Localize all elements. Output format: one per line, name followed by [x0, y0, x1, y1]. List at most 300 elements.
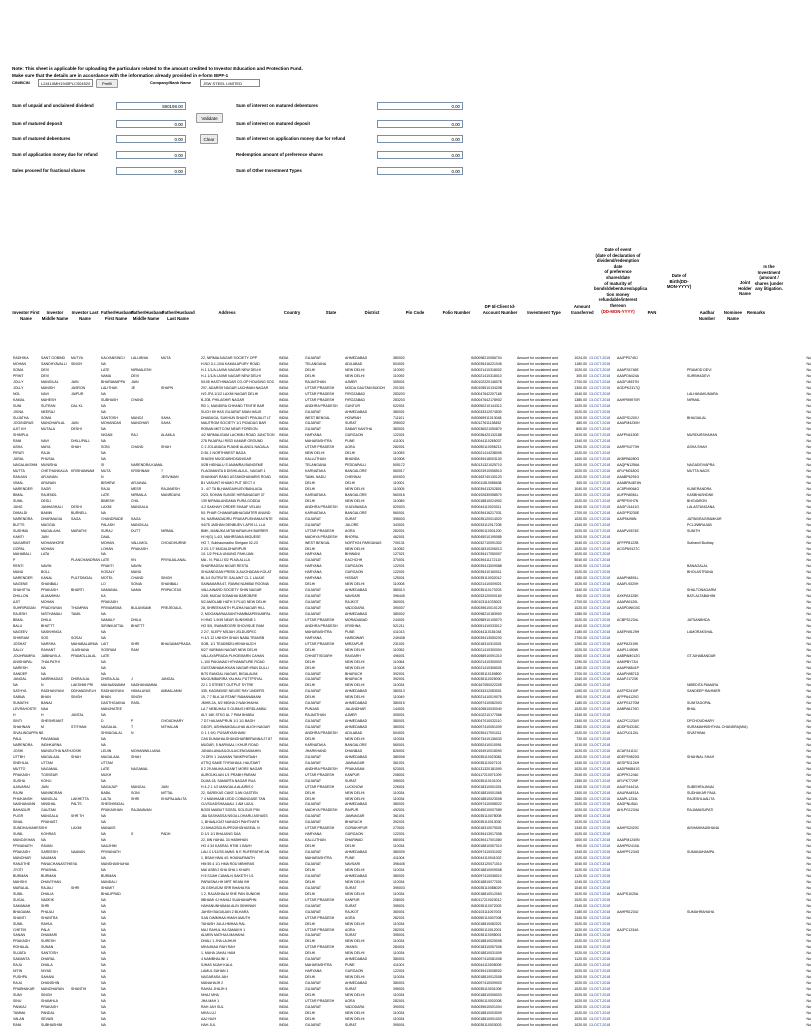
cell-amount[interactable]: 1020.00 [574, 617, 587, 622]
cell-father-first-name[interactable]: MANJHATEE [101, 707, 122, 712]
cell-address[interactable]: H-1 1/1/A LAXMI NAGAR NEW DELHI [201, 373, 261, 378]
cell-pan[interactable]: AAAFL9320H [617, 582, 639, 587]
cell-dp-client-id[interactable]: IN30018810057010 [471, 844, 502, 849]
cell-first-name[interactable]: DHILLON [13, 594, 29, 599]
cell-pin-code[interactable]: 395001 [393, 1022, 405, 1027]
cell-investment-type[interactable]: Amount for unclaimed and [517, 760, 558, 765]
cell-last-name[interactable]: NAAVAN [71, 850, 85, 855]
cell-last-name[interactable]: PALTS [71, 802, 82, 807]
cell-father-first-name[interactable]: MANDALI [101, 879, 117, 884]
cell-pin-code[interactable]: 110034 [393, 939, 405, 944]
cell-dp-client-id[interactable]: IN30021410306001 [471, 665, 502, 670]
cell-dp-client-id[interactable]: IN30131320181090 [471, 766, 502, 771]
cell-amount[interactable]: 480.00 [576, 421, 587, 426]
cell-address[interactable]: B-208, PHILASHIR NAGAR [201, 397, 245, 402]
cell-district[interactable]: HISSAR [345, 576, 359, 581]
cell-investment-type[interactable]: Amount for unclaimed and [517, 558, 558, 563]
cell-address[interactable]: D 1/1 1/1 BHAJANG SAA [201, 832, 241, 837]
cell-amount[interactable]: 2340.00 [574, 915, 587, 920]
cell-state[interactable]: GUJARAT [305, 1004, 322, 1009]
cell-last-name[interactable]: SOSAI [71, 635, 82, 640]
cell-district[interactable]: BANGALORE [345, 469, 367, 474]
cell-pan[interactable]: AAFPN4130E [617, 433, 639, 438]
cell-investment-type[interactable]: Amount for unclaimed and [517, 635, 558, 640]
cell-district[interactable]: GURGAON [345, 570, 364, 575]
cell-country[interactable]: INDIA [279, 1004, 289, 1009]
cell-pin-code[interactable]: 521211 [393, 623, 405, 628]
cell-father-first-name[interactable]: MUKH [101, 772, 112, 777]
cell-father-first-name[interactable]: NA [101, 742, 106, 747]
cell-pan[interactable]: AAGPNU5A1 [617, 802, 639, 807]
cell-middle-name[interactable]: SHANBALI [41, 582, 59, 587]
cell-litigation[interactable]: No [806, 778, 811, 783]
cell-middle-name[interactable]: RADHANYANI [41, 689, 64, 694]
cell-litigation[interactable]: No [806, 671, 811, 676]
cell-country[interactable]: INDIA [279, 719, 289, 724]
cell-investment-type[interactable]: Amount for unclaimed and [517, 998, 558, 1003]
cell-nominee[interactable]: RAJAMASUPATI [687, 808, 714, 813]
cell-middle-name[interactable]: KANAL [41, 576, 53, 581]
cell-state[interactable]: UTTAR PRADESH [305, 772, 335, 777]
cell-father-first-name[interactable]: BHALIPRAD [101, 891, 121, 896]
cell-district[interactable]: KACHCHH [345, 558, 363, 563]
cell-pin-code[interactable]: 380001 [393, 981, 405, 986]
cell-pin-code[interactable]: 380009 [393, 850, 405, 855]
cell-first-name[interactable]: SHAHNAN [13, 725, 31, 730]
cell-address[interactable]: H 4/1 12 UNHOH SHAN NABA TRANSB [201, 635, 265, 640]
cell-father-first-name[interactable]: PRIVANATH [101, 850, 121, 855]
cell-date[interactable]: 13-OCT-2018 [589, 486, 611, 491]
cell-date[interactable]: 13-OCT-2018 [589, 933, 611, 938]
cell-state[interactable]: DELHI [305, 891, 316, 896]
cell-dp-client-id[interactable]: IN30050110001200 [471, 528, 502, 533]
cell-country[interactable]: INDIA [279, 796, 289, 801]
cell-father-first-name[interactable]: NA [101, 838, 106, 843]
cell-last-name[interactable]: SHAH [71, 754, 81, 759]
cell-dp-client-id[interactable]: IN30035110098001 [471, 933, 502, 938]
cell-father-last-name[interactable]: BHAGAMAPRADA [161, 641, 191, 646]
cell-state[interactable]: MAHARASHTRA [305, 629, 332, 634]
cell-first-name[interactable]: ANISHAPAL [13, 659, 33, 664]
cell-date[interactable]: 13-OCT-2018 [589, 790, 611, 795]
cell-last-name[interactable]: SINGH [71, 695, 83, 700]
cell-middle-name[interactable]: NA [41, 665, 46, 670]
cell-country[interactable]: INDIA [279, 403, 289, 408]
cell-state[interactable]: TELANGANA [305, 361, 327, 366]
cell-pan[interactable]: ADDPS4318C [617, 725, 640, 730]
cell-country[interactable]: INDIA [279, 552, 289, 557]
cell-dp-client-id[interactable]: IN30117210071009 [471, 772, 502, 777]
cell-dp-client-id[interactable]: IN30097410009003 [471, 981, 502, 986]
cell-middle-name[interactable]: ARJUNAN [41, 475, 58, 480]
cell-dp-client-id[interactable]: IN30039416217031 [471, 510, 502, 515]
cell-address[interactable]: 94, NARMADADRU PRAKAPUSHANIA ENTE [201, 516, 273, 521]
cell-father-first-name[interactable]: NAMA [101, 373, 112, 378]
cell-father-first-name[interactable]: NA [101, 933, 106, 938]
cell-address[interactable]: C 2 JOLANAGA PIJANE ALANGL NAGALA [201, 445, 269, 450]
cell-date[interactable]: 13-OCT-2018 [589, 713, 611, 718]
cell-father-middle-name[interactable]: NIRMALA [131, 492, 147, 497]
cell-district[interactable]: JAMNAGAR [345, 814, 365, 819]
cell-litigation[interactable]: No [806, 629, 811, 634]
cell-litigation[interactable]: No [806, 832, 811, 837]
cell-father-first-name[interactable]: KOSALY [101, 570, 115, 575]
cell-amount[interactable]: 1040.00 [574, 862, 587, 867]
cell-amount[interactable]: 900.00 [576, 844, 587, 849]
cell-amount[interactable]: 2700.00 [574, 379, 587, 384]
cell-investment-type[interactable]: Amount for unclaimed and [517, 921, 558, 926]
cell-litigation[interactable]: No [806, 481, 811, 486]
cell-state[interactable]: DELHI [305, 373, 316, 378]
cell-address[interactable]: ALY 16K STKG AL 7 PAM BHABU [201, 713, 255, 718]
cell-middle-name[interactable]: SANT GOBIND [41, 356, 66, 360]
cell-state[interactable]: DELHI [305, 647, 316, 652]
cell-district[interactable]: DHANBAD [345, 748, 363, 753]
cell-amount[interactable]: 1020.00 [574, 731, 587, 736]
cell-last-name[interactable]: MUTYA [71, 356, 83, 360]
cell-address[interactable]: HAHANUNHAM4A ALIN GINHNIAY [201, 903, 257, 908]
cell-last-name[interactable]: LAKHETTA [71, 796, 89, 801]
cell-district[interactable]: NAVSARI [345, 862, 361, 867]
cell-pan[interactable] [616, 1023, 656, 1029]
cell-district[interactable]: SURAT [345, 903, 357, 908]
cell-father-last-name[interactable] [160, 1023, 200, 1029]
cell-father-first-name[interactable]: NA [101, 897, 106, 902]
cell-father-middle-name[interactable]: CHAND [131, 397, 144, 402]
cell-last-name[interactable]: LAKSHMI PRI [71, 683, 94, 688]
cell-nominee[interactable] [686, 1023, 726, 1029]
cell-pan[interactable]: AAIPL1490W [617, 647, 639, 652]
cell-amount[interactable]: 1020.00 [574, 1004, 587, 1009]
cell-litigation[interactable]: No [806, 582, 811, 587]
cell-first-name[interactable]: JOUHRAMRA [13, 653, 36, 658]
cell-investment-type[interactable]: Amount for unclaimed and [517, 594, 558, 599]
cell-dp-client-id[interactable]: IN30044110181044 [471, 629, 502, 634]
cell-last-name[interactable]: SAGA [71, 516, 81, 521]
cell-last-name[interactable]: JAIN [71, 421, 79, 426]
cell-address[interactable]: 4 NAMBHALINI 1 [201, 957, 229, 962]
cell-amount[interactable]: 1020.00 [574, 403, 587, 408]
cell-pin-code[interactable]: 282001 [393, 998, 405, 1003]
cell-state[interactable]: HARYANA [305, 969, 322, 974]
cell-father-last-name[interactable]: SINGH [161, 576, 173, 581]
cell-middle-name[interactable]: BAMIN [41, 510, 53, 515]
cell-investment-type[interactable]: Amount for unclaimed and [517, 742, 558, 747]
cell-address[interactable]: ROBAN METCOM NEAR FOREIGN [201, 427, 258, 432]
cell-father-last-name[interactable]: NIRMAL [161, 528, 175, 533]
cell-litigation[interactable]: No [806, 534, 811, 539]
cell-father-first-name[interactable]: NA [101, 939, 106, 944]
cell-pin-code[interactable]: 380013 [393, 689, 405, 694]
cell-litigation[interactable]: No [806, 623, 811, 628]
cell-middle-name[interactable]: SOS [41, 635, 49, 640]
cell-amount[interactable]: 1020.00 [574, 451, 587, 456]
cell-first-name[interactable]: PRIVANATH [13, 844, 33, 849]
cell-last-name[interactable]: SINGH [71, 361, 83, 366]
cell-amount[interactable]: 1020.00 [574, 498, 587, 503]
cell-amount[interactable]: 300.00 [576, 373, 587, 378]
cell-investment-type[interactable]: Amount for unclaimed and [517, 778, 558, 783]
cell-district[interactable]: MIRZAPUR [345, 641, 364, 646]
cell-first-name[interactable]: JOSHI [13, 748, 24, 753]
cell-middle-name[interactable]: DHILA [41, 617, 52, 622]
cell-investment-type[interactable]: Amount for unclaimed and [517, 802, 558, 807]
cell-address[interactable]: AUROUKLIAN 1/1 PRABH PARAM [201, 772, 256, 777]
cell-father-first-name[interactable]: NA [101, 969, 106, 974]
cell-district[interactable]: NEW DELHI [345, 582, 365, 587]
cell-dp-client-id[interactable]: IN30018810023008 [471, 796, 502, 801]
cell-pin-code[interactable]: 110034 [393, 951, 405, 956]
cell-pin-code[interactable]: 411013 [393, 629, 405, 634]
cell-district[interactable]: ADILABAD [345, 361, 363, 366]
cell-middle-name[interactable]: DHARMAGIA [41, 516, 63, 521]
cell-country[interactable]: INDIA [279, 927, 289, 932]
cell-amount[interactable]: 1020.00 [574, 528, 587, 533]
cell-first-name[interactable]: SUSHA [13, 778, 26, 783]
cell-amount[interactable]: 2380.00 [574, 725, 587, 730]
cell-middle-name[interactable]: PANDAL [41, 1010, 55, 1015]
cell-state[interactable]: UTTAR PRADESH [305, 998, 335, 1003]
cell-investment-type[interactable]: Amount for unclaimed and [517, 582, 558, 587]
cell-pan[interactable]: AFFPP8122B [617, 540, 639, 545]
cell-investment-type[interactable]: Amount for unclaimed and [517, 707, 558, 712]
cell-country[interactable]: INDIA [279, 814, 289, 819]
cell-litigation[interactable]: No [806, 576, 811, 581]
cell-father-first-name[interactable]: NA [101, 921, 106, 926]
cell-nominee[interactable]: LALASTANGANA [687, 504, 715, 509]
cell-address[interactable]: RAHAL JHAJH 4 [201, 987, 228, 992]
cell-first-name[interactable]: PUGR [13, 814, 24, 819]
cell-father-middle-name[interactable] [130, 1023, 160, 1029]
cell-amount[interactable]: 1020.00 [574, 463, 587, 468]
cell-dp-client-id[interactable]: IN30018310079001 [471, 826, 502, 831]
cell-middle-name[interactable]: RAHANT [41, 647, 56, 652]
cell-dp-client-id[interactable]: IN30069911013048 [471, 415, 502, 420]
cell-district[interactable]: JALORE [345, 522, 359, 527]
cell-first-name[interactable]: MUTTA [13, 469, 25, 474]
cell-dp-client-id[interactable]: IN30058910091310 [471, 653, 502, 658]
cell-first-name[interactable]: NITIN [13, 969, 23, 974]
cell-father-middle-name[interactable]: MANGILAL [131, 522, 149, 527]
cell-pan[interactable]: ADEPS9520G [617, 754, 640, 759]
cell-pin-code[interactable]: 370001 [393, 558, 405, 563]
cell-country[interactable]: INDIA [279, 653, 289, 658]
cell-address[interactable]: 1, MAHA JAHAL HAM [201, 951, 236, 956]
cell-date[interactable]: 13-OCT-2018 [589, 647, 611, 652]
cell-first-name[interactable]: ASHA [13, 445, 23, 450]
cell-date[interactable]: 13-OCT-2018 [589, 975, 611, 980]
cell-litigation[interactable]: No [806, 492, 811, 497]
cell-first-name[interactable]: PANKAJ [13, 1004, 27, 1009]
cell-pin-code[interactable]: 122001 [393, 969, 405, 974]
cell-father-first-name[interactable]: SHAMIT [101, 885, 115, 890]
cell-father-first-name[interactable]: SHESHIINGAL [101, 802, 125, 807]
cell-country[interactable]: INDIA [279, 522, 289, 527]
cell-address[interactable]: J8A SASHASSA NSGA LOHARU ASHASS [201, 814, 268, 819]
cell-father-middle-name[interactable]: RASL [131, 701, 141, 706]
cell-address[interactable]: HAH JUL [201, 1022, 216, 1027]
cell-date[interactable]: 13-OCT-2018 [589, 451, 611, 456]
cell-middle-name[interactable]: SUBHASHINI [41, 1022, 63, 1027]
cell-address[interactable]: 22, SAREKAS CAKE 3 AN GASTEN [201, 790, 258, 795]
cell-investment-type[interactable]: Amount for unclaimed and [517, 1016, 558, 1021]
cell-district[interactable]: PUNE [345, 963, 355, 968]
cell-district[interactable]: BHOPAL [345, 534, 359, 539]
cell-father-first-name[interactable]: NA [101, 778, 106, 783]
cell-father-first-name[interactable]: LALTA [101, 796, 112, 801]
cell-pan[interactable]: AEGPS1124H [617, 760, 640, 765]
cell-pin-code[interactable]: 380001 [393, 873, 405, 878]
cell-pan[interactable]: AAFPA2319K [617, 641, 639, 646]
cell-nominee[interactable]: DPCHOUDHARY [687, 719, 715, 724]
cell-father-last-name[interactable]: ALAMLA [161, 433, 175, 438]
cell-country[interactable]: INDIA [279, 433, 289, 438]
cell-investment-type[interactable]: Amount for unclaimed and [517, 992, 558, 997]
cell-country[interactable]: INDIA [279, 391, 289, 396]
cell-state[interactable]: GUJARAT [305, 600, 322, 605]
cell-last-name[interactable]: JLASHANA [71, 647, 90, 652]
cell-investment-type[interactable]: Amount for unclaimed and [517, 379, 558, 384]
cell-state[interactable]: UTTAR PRADESH [305, 445, 335, 450]
cell-state[interactable]: GUJARAT [305, 719, 322, 724]
cell-first-name[interactable]: MARALAL [13, 885, 30, 890]
cell-date[interactable]: 13-OCT-2018 [589, 397, 611, 402]
cell-country[interactable]: INDIA [279, 689, 289, 694]
cell-amount[interactable]: 1180.00 [574, 665, 587, 670]
cell-litigation[interactable]: No [806, 695, 811, 700]
cell-investment-type[interactable]: Amount for unclaimed and [517, 421, 558, 426]
cell-pan[interactable]: AAAPM1240N [617, 838, 640, 843]
cell-first-name[interactable]: JOLLY [13, 379, 24, 384]
cell-dp-client-id[interactable]: IN30036021050870 [471, 427, 502, 432]
cell-father-first-name[interactable]: NA [101, 951, 106, 956]
cell-country[interactable]: INDIA [279, 594, 289, 599]
cell-state[interactable]: DELHI [305, 975, 316, 980]
cell-district[interactable]: SURAT [345, 885, 357, 890]
cell-country[interactable]: INDIA [279, 617, 289, 622]
cell-address[interactable]: 5/2 AMOLABI HATH 3 PLUG NEW DELHI [201, 600, 267, 605]
cell-father-last-name[interactable]: CHOUDHARY [161, 719, 184, 724]
cell-middle-name[interactable]: SAGR [41, 486, 51, 491]
cell-litigation[interactable]: No [806, 713, 811, 718]
cell-state[interactable]: HARYANA [305, 832, 322, 837]
cell-date[interactable]: 13-OCT-2018 [589, 421, 611, 426]
cell-litigation[interactable]: No [806, 838, 811, 843]
cell-investment-type[interactable]: Amount for unclaimed and [517, 659, 558, 664]
cell-pin-code[interactable]: 392001 [393, 820, 405, 825]
cell-address[interactable]: 94/75 JASHAN DENBUEV LAPIS LL LLA [201, 522, 266, 527]
cell-middle-name[interactable]: BHATTT [41, 623, 55, 628]
cell-state[interactable]: MAHARASHTRA [305, 439, 332, 444]
cell-country[interactable]: INDIA [279, 600, 289, 605]
cell-date[interactable]: 13-OCT-2018 [589, 1016, 611, 1021]
cell-country[interactable]: INDIA [279, 641, 289, 646]
cell-father-first-name[interactable]: NA [101, 439, 106, 444]
cell-pan[interactable]: ACAPJ4110J [617, 748, 638, 753]
cell-pin-code[interactable]: 110034 [393, 1010, 405, 1015]
cell-country[interactable]: INDIA [279, 516, 289, 521]
cell-investment-type[interactable]: Amount for unclaimed and [517, 867, 558, 872]
cell-date[interactable]: 13-OCT-2018 [589, 737, 611, 741]
cell-middle-name[interactable]: MAGALAAL [41, 754, 60, 759]
cell-middle-name[interactable]: DHALIA [41, 891, 54, 896]
cell-investment-type[interactable]: Amount for unclaimed and [517, 403, 558, 408]
cell-district[interactable]: AHMEDABAD [345, 409, 368, 414]
cell-investment-type[interactable]: Amount for unclaimed and [517, 606, 558, 611]
cell-date[interactable]: 13-OCT-2018 [589, 611, 611, 616]
cell-state[interactable]: KARNATAKA [305, 742, 326, 747]
cell-pan[interactable]: AASPDWIG0C [617, 606, 641, 611]
cell-middle-name[interactable]: SUNAN [41, 945, 54, 950]
cell-first-name[interactable]: DIMALDI [13, 510, 28, 515]
cell-middle-name[interactable]: NINSHAL [41, 802, 57, 807]
cell-first-name[interactable]: P [13, 558, 16, 563]
cell-district[interactable]: AHMEDABAD [345, 701, 368, 706]
cell-address[interactable]: AAJ NUH [201, 1016, 216, 1021]
cell-amount[interactable]: 1040.00 [574, 885, 587, 890]
cell-pin-code[interactable]: 392001 [393, 677, 405, 682]
cell-pin-code[interactable]: 395003 [393, 516, 405, 521]
cell-country[interactable]: INDIA [279, 701, 289, 706]
cell-first-name[interactable]: BUTTS [13, 522, 25, 527]
cell-district[interactable]: NEW DELHI [345, 921, 365, 926]
cell-date[interactable]: 13-OCT-2018 [589, 778, 611, 783]
cell-country[interactable]: INDIA [279, 683, 289, 688]
cell-investment-type[interactable]: Amount for unclaimed and [517, 623, 558, 628]
cell-dp-client-id[interactable]: IN30045010007089 [471, 808, 502, 813]
cell-middle-name[interactable]: SHI [41, 826, 47, 831]
cell-first-name[interactable]: NARENDER [13, 486, 33, 491]
cell-pin-code[interactable]: 127021 [393, 552, 405, 557]
cell-first-name[interactable]: PRAKASH [13, 850, 30, 855]
cell-first-name[interactable]: MOHAN [13, 361, 27, 366]
cell-dp-client-id[interactable]: IN30018810077001 [471, 879, 502, 884]
cell-dob[interactable] [656, 1023, 686, 1029]
cell-district[interactable]: BHARUCH [345, 671, 363, 676]
cell-middle-name[interactable]: JABINAYILA [41, 653, 61, 658]
cell-state[interactable]: UTTAR PRADESH [305, 617, 335, 622]
cell-district[interactable]: RAIGARH [345, 653, 361, 658]
cell-pin-code[interactable]: 110001 [393, 481, 405, 486]
cell-date[interactable]: 13-OCT-2018 [589, 623, 611, 628]
cell-litigation[interactable]: No [806, 564, 811, 569]
cell-litigation[interactable]: No [806, 397, 811, 402]
cell-state[interactable]: DELHI [305, 879, 316, 884]
cell-litigation[interactable]: No [806, 528, 811, 533]
cell-country[interactable]: INDIA [279, 885, 289, 890]
cell-father-first-name[interactable]: MOHAN [101, 540, 115, 545]
cell-investment-type[interactable]: Amount for unclaimed and [517, 885, 558, 890]
cell-date[interactable]: 13-OCT-2018 [589, 379, 611, 384]
cell-middle-name[interactable]: JANHASHALI [41, 504, 63, 509]
cell-district[interactable]: VIJAYAWADA [345, 504, 367, 509]
cell-dp-client-id[interactable]: IN30131321025710 [471, 463, 502, 468]
cell-pan[interactable]: AAUPJ4441A [617, 784, 639, 789]
cell-investment-type[interactable]: Amount for unclaimed and [517, 862, 558, 867]
cell-first-name[interactable]: RANJITHE [13, 862, 31, 867]
cell-father-first-name[interactable]: PALASH [101, 522, 115, 527]
cell-dp-client-id[interactable]: IN30035110072003 [471, 903, 502, 908]
cell-middle-name[interactable]: MAYA [41, 445, 51, 450]
cell-father-first-name[interactable]: NA [101, 665, 106, 670]
cell-address[interactable]: 1/1 1/2 PHLA UNIUNG PAHUJAN [201, 552, 254, 557]
cell-investment-type[interactable]: Amount for unclaimed and [517, 850, 558, 855]
cell-pin-code[interactable]: 504001 [393, 361, 405, 366]
cell-district[interactable]: KANPUR [345, 897, 360, 902]
cell-investment-type[interactable]: Amount for unclaimed and [517, 891, 558, 896]
cell-last-name[interactable]: DHIRAJLAL [71, 677, 90, 682]
cell-district[interactable]: AJMER [345, 379, 357, 384]
